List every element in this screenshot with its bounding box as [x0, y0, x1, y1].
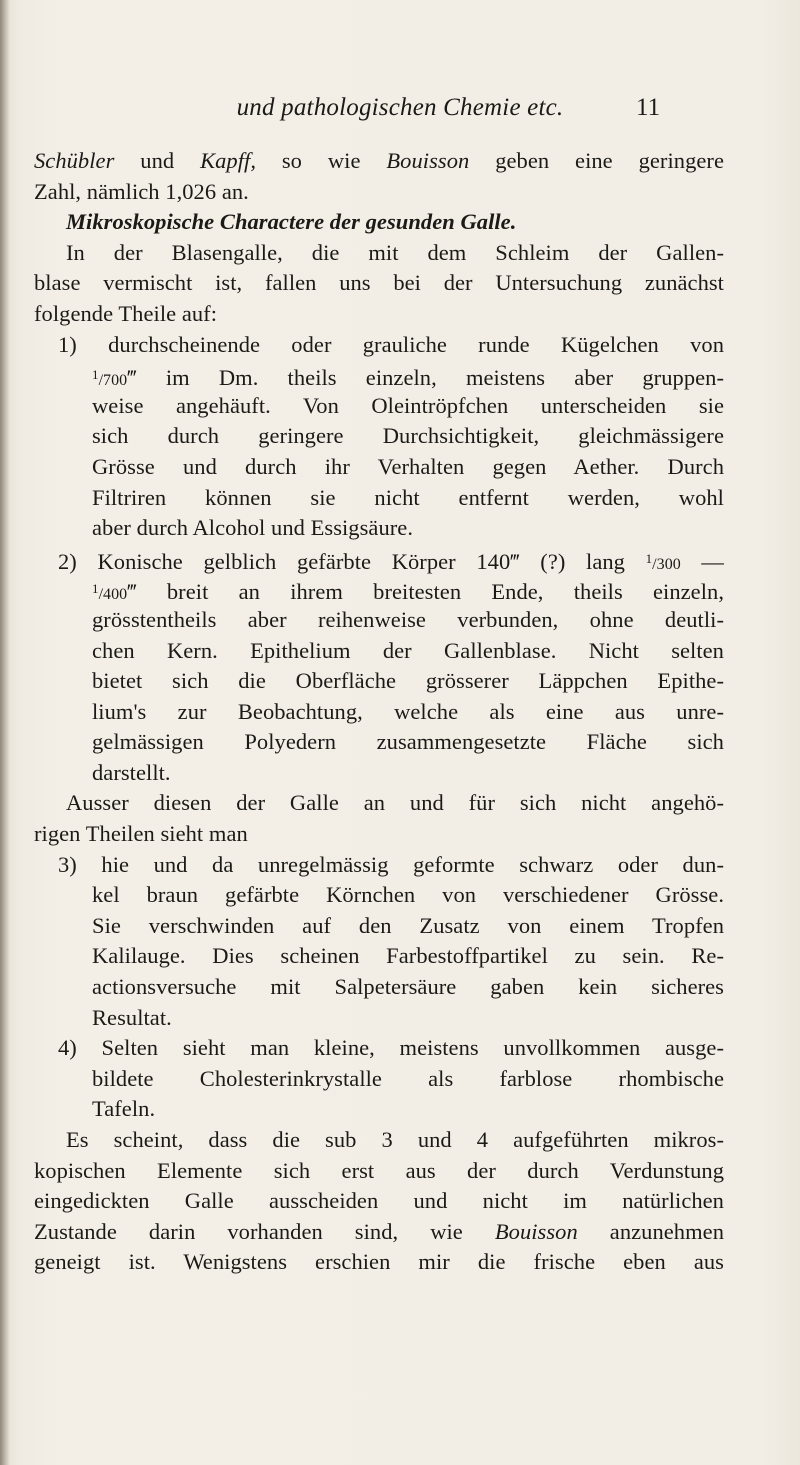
text-run: folgende Theile auf: [34, 300, 218, 326]
text-line [34, 1094, 724, 1125]
text-line [34, 605, 724, 636]
text-run: Resultat. [92, 1004, 172, 1030]
text-run: eingedickten Galle ausscheiden und nicht im natürlichen [34, 1188, 724, 1214]
text-line [34, 636, 724, 667]
text-run: In der Blasengalle, die mit dem Schleim der Gallen- [66, 239, 724, 265]
running-head: und pathologischen Chemie etc. [236, 94, 564, 121]
italic-name: Bouisson [494, 1218, 578, 1244]
text-line [34, 207, 724, 238]
text-run: sich durch geringere Durchsichtigkeit, gleichmässigere [92, 423, 724, 449]
text-run: ‴ im Dm. theils einzeln, meistens aber gruppen- [127, 365, 724, 391]
text-line [34, 146, 724, 177]
text-line [34, 513, 724, 544]
text-run: ‴ breit an ihrem breitesten Ende, theils einzeln, [127, 579, 724, 605]
text-line [34, 697, 724, 728]
text-run: 1) durchscheinende oder grauliche runde Kügelchen von [58, 331, 724, 357]
text-run: rigen Theilen sieht man [34, 821, 248, 847]
text-run: Ausser diesen der Galle an und für sich nicht angehö- [66, 790, 724, 816]
text-line [34, 666, 724, 697]
text-line [34, 819, 724, 850]
text-run: bildete Cholesterinkrystalle als farblose rhombische [92, 1065, 724, 1091]
text-run: aber durch Alcohol und Essigsäure. [92, 515, 413, 541]
text-run: so wie [256, 148, 387, 173]
text-run: bietet sich die Oberfläche grösserer Läppchen Epithe- [92, 668, 724, 694]
text-line [34, 299, 724, 330]
text-run: geneigt ist. Wenigstens erschien mir die frische eben aus [34, 1249, 724, 1275]
text-line [34, 1033, 724, 1064]
text-line [34, 1125, 724, 1156]
text-line [34, 421, 724, 452]
text-line [34, 574, 724, 605]
italic-name: Kapff, [200, 148, 256, 173]
text-run: kopischen Elemente sich erst aus der durch Verdunstung [34, 1157, 724, 1183]
text-run: Grösse und durch ihr Verhalten gegen Aether. Durch [92, 453, 724, 479]
text-run: darstellt. [92, 759, 171, 785]
text-line [34, 850, 724, 881]
text-run: Zahl, nämlich 1,026 an. [34, 178, 249, 204]
text-line [34, 238, 724, 269]
text-run: Kalilauge. Dies scheinen Farbestoffpartikel zu sein. Re- [92, 943, 724, 969]
text-line [34, 911, 724, 942]
text-line [34, 1003, 724, 1034]
text-line [34, 452, 724, 483]
fraction: $^1$/700 [92, 367, 128, 390]
text-line [34, 1247, 724, 1278]
text-line [34, 177, 724, 208]
text-run: 4) Selten sieht man kleine, meistens unvollkommen ausge- [58, 1035, 724, 1061]
text-run: lium's zur Beobachtung, welche als eine aus unre- [92, 698, 724, 724]
text-line [34, 391, 724, 422]
text-line [34, 268, 724, 299]
text-run: 2) Konische gelblich gefärbte Körper 140‴ (?) lang [58, 548, 646, 574]
text-run: actionsversuche mit Salpetersäure gaben kein sicheres [92, 974, 724, 1000]
text-run: Tafeln. [92, 1096, 156, 1122]
text-run: Es scheint, dass die sub 3 und 4 aufgeführten mikros- [66, 1127, 724, 1152]
text-line [34, 972, 724, 1003]
text-line [34, 727, 724, 758]
text-line [34, 880, 724, 911]
text-run: 3) hie und da unregelmässig geformte schwarz oder dun- [58, 851, 724, 877]
text-line [34, 941, 724, 972]
page-number: 11 [636, 94, 661, 121]
italic-name: Schübler [34, 148, 115, 173]
body-text [34, 146, 724, 1278]
text-run: weise angehäuft. Von Oleintröpfchen unterscheiden sie [92, 392, 724, 418]
text-line [34, 1156, 724, 1187]
text-line [34, 330, 724, 361]
text-run: blase vermischt ist, fallen uns bei der Untersuchung zunächst [34, 270, 724, 296]
text-run: Sie verschwinden auf den Zusatz von einem Tropfen [92, 912, 724, 938]
fraction: $^1$/300 [645, 550, 681, 573]
text-line [34, 758, 724, 789]
italic-name: Bouisson [386, 148, 470, 173]
page-header [0, 94, 800, 124]
page-gutter-shadow [0, 0, 10, 1465]
text-run: Filtriren können sie nicht entfernt werden, wohl [92, 484, 724, 510]
text-run: geben eine geringere [469, 148, 724, 173]
text-line [34, 1186, 724, 1217]
text-run: grösstentheils aber reihenweise verbunden, ohne deutli- [92, 606, 724, 632]
text-run: kel braun gefärbte Körnchen von verschiedener Grösse. [92, 882, 724, 908]
text-run: und [114, 148, 201, 173]
fraction: $^1$/400 [92, 581, 128, 604]
text-run: chen Kern. Epithelium der Gallenblase. Nicht selten [92, 637, 724, 663]
text-run: gelmässigen Polyedern zusammengesetzte Fläche sich [92, 729, 724, 755]
text-line [34, 544, 724, 575]
text-line [34, 788, 724, 819]
text-run: Zustande darin vorhanden sind, wie [34, 1218, 495, 1244]
text-run: Mikroskopische Charactere der gesunden Galle. [66, 209, 517, 235]
text-line [34, 360, 724, 391]
text-line [34, 1064, 724, 1095]
text-line [34, 1217, 724, 1248]
text-line [34, 483, 724, 514]
text-run: anzunehmen [577, 1218, 724, 1244]
text-run: — [680, 548, 724, 574]
